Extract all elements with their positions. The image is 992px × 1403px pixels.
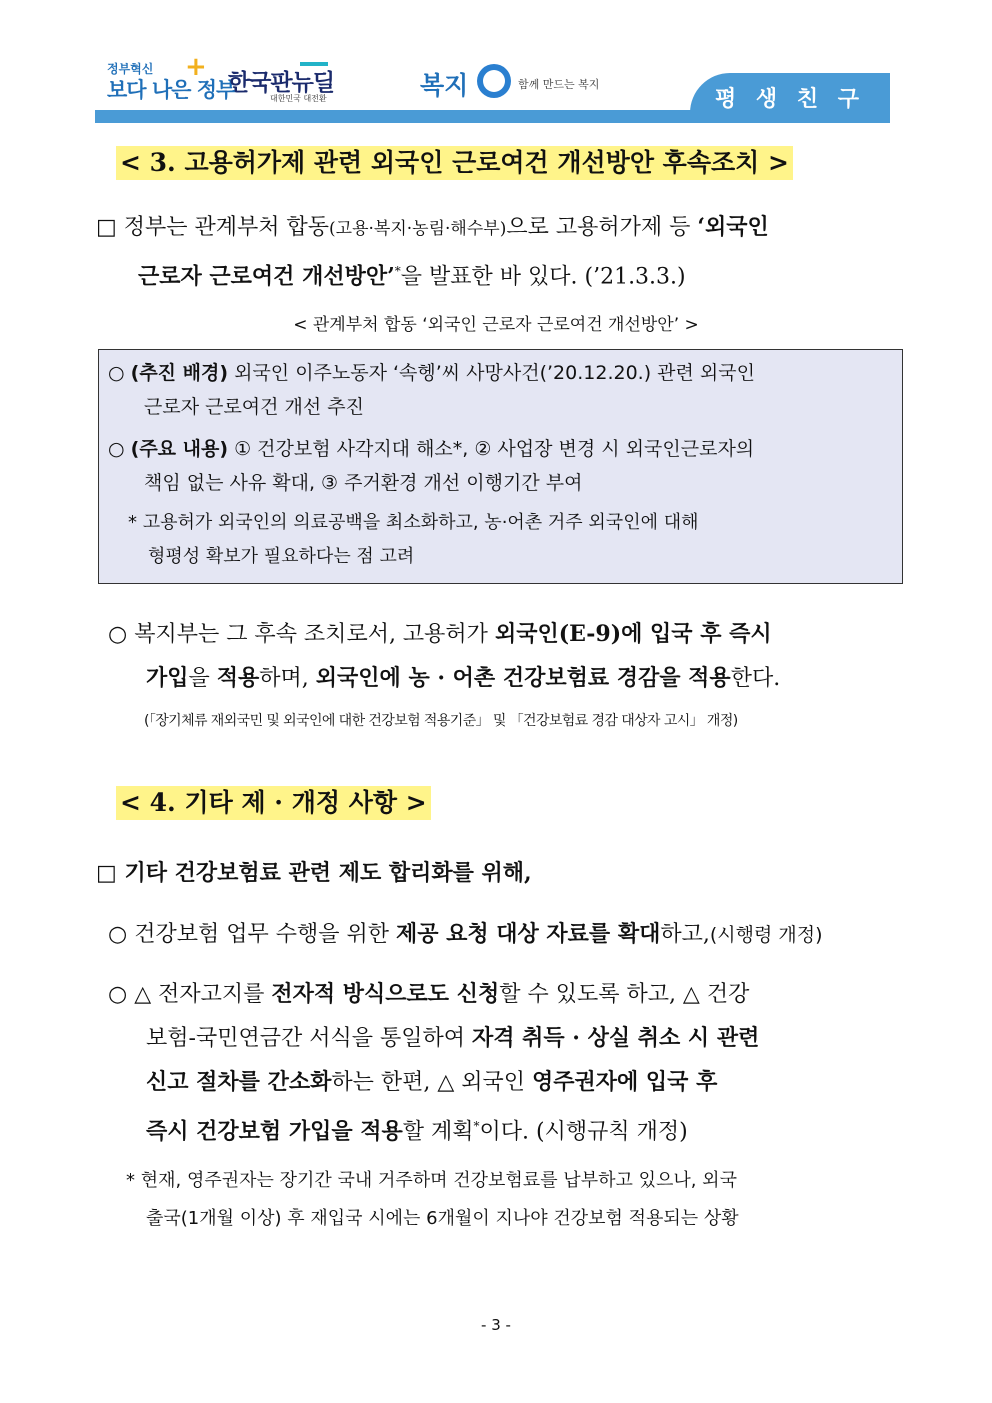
- section4-item2-line3: [146, 1067, 717, 1098]
- text: 영주권자에 입국 후: [532, 1069, 718, 1095]
- text: 제공 요청 대상 자료를 확대: [395, 921, 661, 947]
- section3-intro-line2: [138, 256, 686, 292]
- text: 이다. (시행규칙 개정): [479, 1119, 688, 1145]
- text: 외국인(E-9)에 입국 후 즉시: [494, 621, 772, 647]
- text: 한다.: [730, 666, 781, 691]
- section4-note-line2: 출국(1개월 이상) 후 재입국 시에는 6개월이 지나야 건강보험 적용되는 상황: [146, 1208, 739, 1229]
- text: 하고,: [660, 922, 710, 947]
- box-item2-line1: [108, 436, 754, 462]
- section4-item2-line2: [146, 1023, 759, 1054]
- section3-intro-line1: [96, 212, 769, 244]
- text: 외국인에 농 · 어촌 건강보험료 경감을 적용: [315, 665, 731, 691]
- text: (추진 배경): [130, 362, 229, 384]
- text: 신고 절차를 간소화: [146, 1069, 332, 1095]
- text: *: [473, 1119, 480, 1133]
- box-note-line2: 형평성 확보가 필요하다는 점 고려: [148, 546, 415, 567]
- section4-note-line1: * 현재, 영주권자는 장기간 국내 거주하며 건강보험료를 납부하고 있으나, 외국: [126, 1170, 737, 1191]
- box-caption: < 관계부처 합동 ‘외국인 근로자 근로여건 개선방안’ >: [293, 315, 699, 335]
- plus-icon: +: [185, 52, 207, 82]
- text: (주요 내용): [130, 438, 229, 460]
- text: 보험-국민연금간 서식을 통일하여: [146, 1026, 472, 1051]
- text: 근로자 근로여건 개선방안’: [138, 263, 395, 290]
- box-item2-line2: 책임 없는 사유 확대, ③ 주거환경 개선 이행기간 부여: [144, 472, 583, 494]
- text: ① 건강보험 사각지대 해소*, ② 사업장 변경 시 외국인근로자의: [228, 438, 755, 460]
- text: *: [394, 264, 401, 278]
- text: 자격 취득 · 상실 취소 시 관련: [471, 1025, 760, 1051]
- section4-title: < 4. 기타 제 · 개정 사항 >: [116, 786, 431, 820]
- section3-title: < 3. 고용허가제 관련 외국인 근로여건 개선방안 후속조치 >: [116, 146, 793, 180]
- text: 으로 고용허가제 등: [506, 215, 698, 240]
- text: 즉시 건강보험 가입을 적용: [146, 1118, 403, 1145]
- text: 외국인 이주노동자 ‘속헹’씨 사망사건(’20.12.20.) 관련 외국인: [228, 362, 755, 384]
- box-item1-line1: [108, 360, 755, 386]
- logo-welfare-slogan: 함께 만드는 복지: [518, 78, 600, 91]
- page-number: - 3 -: [481, 1316, 511, 1334]
- text: ○ 복지부는 그 후속 조치로서, 고용허가: [108, 622, 495, 647]
- bullet: ○: [108, 362, 125, 384]
- section3-followup-line1: [108, 619, 772, 650]
- welfare-ring-icon: [477, 64, 511, 98]
- bullet: ○: [108, 438, 125, 460]
- text: 전자적 방식으로도 신청: [271, 981, 500, 1007]
- logo-welfare: 복지: [420, 71, 469, 100]
- text: 을 발표한 바 있다. (’21.3.3.): [400, 264, 686, 290]
- logo-govt-innovation-caption: 정부혁신: [107, 62, 154, 76]
- text: 을: [188, 666, 217, 691]
- text: 할 계획: [402, 1119, 474, 1145]
- text: 적용: [216, 665, 260, 691]
- section3-followup-note: (「장기체류 재외국민 및 외국인에 대한 건강보험 적용기준」 및 「건강보험료 경감 대상자 고시」 개정): [144, 713, 738, 729]
- text: ○ 건강보험 업무 수행을 위한: [108, 922, 396, 947]
- section4-item2-line1: [108, 979, 749, 1010]
- text: (고용·복지·농림·해수부): [329, 219, 507, 239]
- text: 하는 한편, △ 외국인: [331, 1070, 532, 1095]
- text: 할 수 있도록 하고, △ 건강: [499, 982, 750, 1007]
- logo-korean-new-deal-caption: 대한민국 대전환: [270, 94, 327, 103]
- section3-followup-line2: [146, 663, 780, 694]
- text: (시행령 개정): [709, 924, 823, 946]
- text: ‘외국인: [697, 214, 769, 240]
- text: ○ △ 전자고지를: [108, 982, 272, 1007]
- text: 가입: [146, 665, 189, 691]
- text: □ 정부는 관계부처 합동: [96, 215, 330, 240]
- logo-korean-new-deal: 한국판뉴딜: [228, 70, 335, 96]
- section4-intro: □ 기타 건강보험료 관련 제도 합리화를 위해,: [96, 860, 532, 886]
- logo-govt-innovation: 보다 나은 정부: [107, 78, 236, 102]
- text: 하며,: [259, 666, 316, 691]
- section4-item1: [108, 919, 823, 950]
- box-note-line1: * 고용허가 외국인의 의료공백을 최소화하고, 농·어촌 거주 외국인에 대해: [128, 512, 699, 533]
- section4-item2-line4: [146, 1111, 688, 1147]
- header-tab-label: 평 생 친 구: [715, 87, 865, 112]
- box-item1-line2: 근로자 근로여건 개선 추진: [144, 396, 365, 418]
